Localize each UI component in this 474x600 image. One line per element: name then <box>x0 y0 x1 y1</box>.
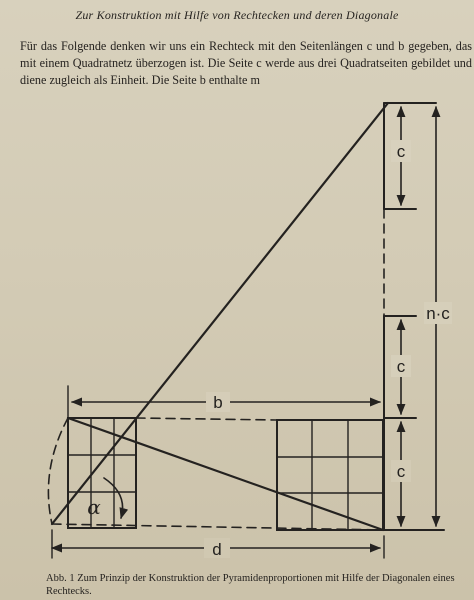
body-text <box>20 38 472 89</box>
label-c-top: c <box>396 142 406 161</box>
main-diagonal <box>52 103 388 524</box>
figure-caption: Abb. 1 Zum Prinzip der Konstruktion der Pyramidenproportionen mit Hilfe der Diagonalen eines Rechtecks. <box>46 573 455 597</box>
angle-arc <box>104 478 123 518</box>
label-alpha: α <box>87 495 101 519</box>
label-c-mid: c <box>396 357 406 376</box>
running-head: Zur Konstruktion mit Hilfe von Rechtecken und deren Diagonale <box>75 8 399 22</box>
dashed-top <box>136 418 277 420</box>
label-b: b <box>213 393 223 412</box>
label-d: d <box>212 540 222 559</box>
label-n-c: n·c <box>426 304 450 323</box>
left-diagonal <box>68 418 383 530</box>
label-c-low: c <box>396 462 406 481</box>
right-grid <box>277 420 383 530</box>
construction-figure <box>0 92 474 570</box>
body-paragraph: Für das Folgende denken wir uns ein Rechteck mit den Seitenlängen c und b gegeben, das mit einem Quadratnetz überzogen ist. Die Seite c werde aus drei Quadratseiten gebildet und diene zugleich als Einheit. Die Seite b enthalte m <box>20 39 472 87</box>
left-grid <box>68 418 136 528</box>
